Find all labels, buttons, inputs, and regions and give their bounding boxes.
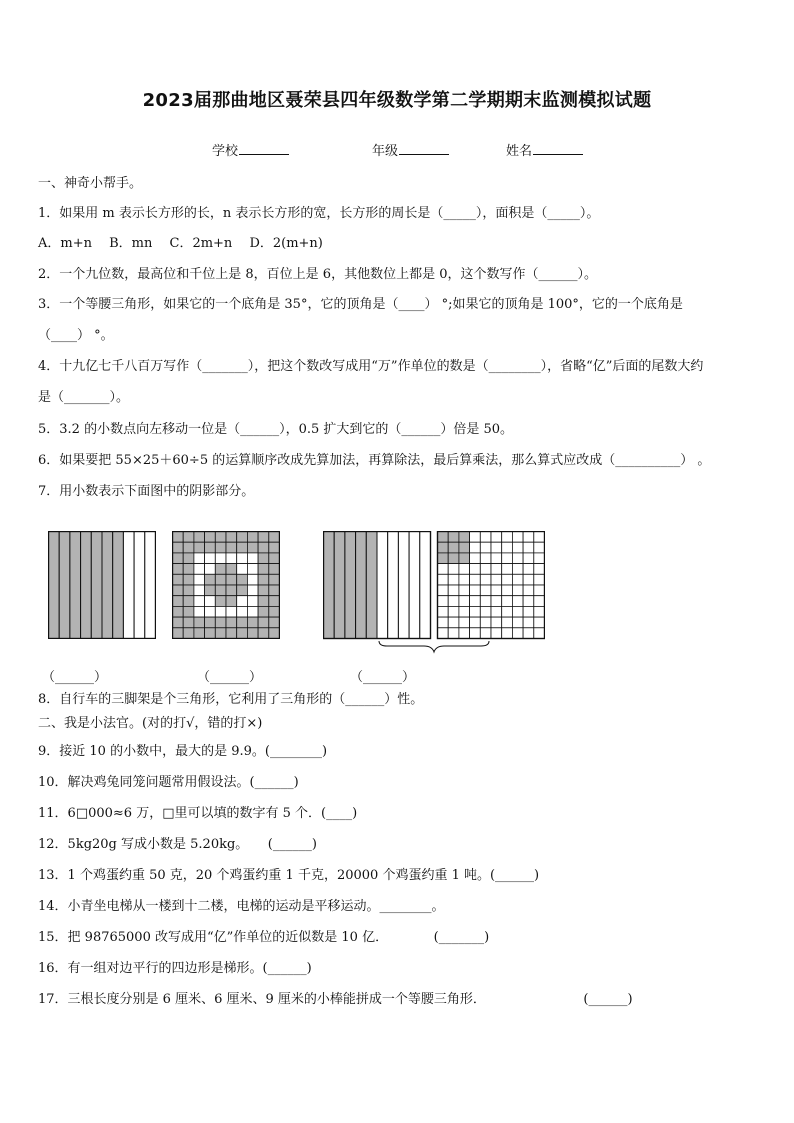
grid-cell xyxy=(258,564,269,575)
grid-cell xyxy=(205,585,216,596)
grid-cell xyxy=(173,542,184,553)
grid-cell xyxy=(183,585,194,596)
grid-cell xyxy=(247,606,258,617)
grid-cell xyxy=(183,617,194,628)
school-field xyxy=(212,140,289,159)
grid-cell xyxy=(459,585,470,596)
grid-cell xyxy=(194,532,205,543)
grid-cell xyxy=(237,542,248,553)
grid-cell xyxy=(226,596,237,607)
grid-cell xyxy=(226,564,237,575)
grid-cell xyxy=(247,617,258,628)
strip xyxy=(59,532,70,639)
grid-cell xyxy=(534,532,545,543)
grid-cell xyxy=(226,628,237,639)
grid-cell xyxy=(215,574,226,585)
grid-cell xyxy=(459,553,470,564)
grid-cell xyxy=(512,617,523,628)
grid-cell xyxy=(237,585,248,596)
grid-cell xyxy=(491,606,502,617)
figure-2-answer[interactable]: （______） xyxy=(197,670,263,685)
grid-cell xyxy=(480,574,491,585)
grid-cell xyxy=(502,564,513,575)
grid-cell xyxy=(459,596,470,607)
grid-cell xyxy=(491,564,502,575)
grid-cell xyxy=(523,628,534,639)
grid-cell xyxy=(502,574,513,585)
grid-cell xyxy=(502,628,513,639)
grid-cell xyxy=(183,628,194,639)
grid-cell xyxy=(258,553,269,564)
line-q15: 15．把 98765000 改写成用“亿”作单位的近似数是 10 亿． (_______) xyxy=(38,930,490,945)
grid-cell xyxy=(237,617,248,628)
figure-strips xyxy=(48,531,156,639)
grid-cell xyxy=(480,585,491,596)
line-q5: 5．3.2 的小数点向左移动一位是（______），0.5 扩大到它的（______）倍是 50。 xyxy=(38,422,514,437)
grid-cell xyxy=(502,542,513,553)
grid-cell xyxy=(247,553,258,564)
grid-cell xyxy=(534,585,545,596)
strip xyxy=(145,532,156,639)
grid-cell xyxy=(205,596,216,607)
strip xyxy=(49,532,60,639)
grid-cell xyxy=(534,606,545,617)
grid-cell xyxy=(470,606,481,617)
grid-cell xyxy=(194,596,205,607)
grid-cell xyxy=(491,553,502,564)
grid-cell xyxy=(448,574,459,585)
grid-cell xyxy=(523,532,534,543)
grid-cell xyxy=(534,628,545,639)
strip xyxy=(366,532,377,639)
grid-cell xyxy=(226,606,237,617)
line-q10: 10．解决鸡兔同笼问题常用假设法。(______) xyxy=(38,775,299,790)
grid-cell xyxy=(512,628,523,639)
grid-cell xyxy=(183,542,194,553)
grid-cell xyxy=(173,553,184,564)
grid-cell xyxy=(480,553,491,564)
grid-cell xyxy=(215,617,226,628)
grid-cell xyxy=(502,606,513,617)
grid-cell xyxy=(194,606,205,617)
line-q13: 13．1 个鸡蛋约重 50 克，20 个鸡蛋约重 1 千克，20000 个鸡蛋约重 1 吨。(______) xyxy=(38,868,540,883)
grid-cell xyxy=(237,628,248,639)
grid-cell xyxy=(173,596,184,607)
line-q1-options: A．m+n B．mn C．2m+n D．2(m+n) xyxy=(38,236,323,251)
grid-cell xyxy=(491,574,502,585)
grid-cell xyxy=(205,606,216,617)
grid-cell xyxy=(226,585,237,596)
grid-cell xyxy=(237,596,248,607)
grid-cell xyxy=(258,606,269,617)
grade-blank xyxy=(399,142,449,155)
name-field xyxy=(506,140,583,159)
grid-cell xyxy=(269,574,280,585)
grid-cell xyxy=(237,553,248,564)
strip xyxy=(377,532,388,639)
grid-cell xyxy=(173,532,184,543)
line-q3-a: 3．一个等腰三角形，如果它的一个底角是 35°，它的顶角是（____） °;如果它的顶角是 100°，它的一个底角是 xyxy=(38,297,683,312)
grid-cell xyxy=(173,585,184,596)
line-q1: 1．如果用 m 表示长方形的长，n 表示长方形的宽，长方形的周长是（_____），面积是（_____）。 xyxy=(38,206,600,221)
grid-cell xyxy=(512,542,523,553)
grid-cell xyxy=(226,574,237,585)
grid-cell xyxy=(226,553,237,564)
line-q4-a: 4．十九亿七千八百万写作（_______），把这个数改写成用“万”作单位的数是（________），省略“亿”后面的尾数大约 xyxy=(38,359,704,374)
grid-cell xyxy=(438,585,449,596)
grid-cell xyxy=(470,628,481,639)
grid-cell xyxy=(523,596,534,607)
grid-cell xyxy=(480,596,491,607)
grid-cell xyxy=(448,596,459,607)
grid-cell xyxy=(194,564,205,575)
grid-cell xyxy=(247,628,258,639)
grid-cell xyxy=(438,542,449,553)
figure-1-answer[interactable]: （______） xyxy=(42,670,108,685)
grid-cell xyxy=(205,532,216,543)
grid-cell xyxy=(226,542,237,553)
grid-cell xyxy=(448,564,459,575)
grid-cell xyxy=(459,628,470,639)
grid-cell xyxy=(448,553,459,564)
line-sec2: 二、我是小法官。(对的打√，错的打×) xyxy=(38,716,263,731)
grid-cell xyxy=(215,542,226,553)
grid-cell xyxy=(247,542,258,553)
grid-cell xyxy=(448,542,459,553)
grid-cell xyxy=(247,585,258,596)
grid-cell xyxy=(258,617,269,628)
grid-cell xyxy=(237,606,248,617)
strip xyxy=(420,532,431,639)
grid-cell xyxy=(523,574,534,585)
grid-cell xyxy=(205,564,216,575)
grid-cell xyxy=(173,628,184,639)
line-q11: 11．6□000≈6 万，□里可以填的数字有 5 个．(____) xyxy=(38,806,358,821)
grid-cell xyxy=(269,596,280,607)
line-sec1: 一、神奇小帮手。 xyxy=(38,176,143,191)
line-q2: 2．一个九位数，最高位和千位上是 8，百位上是 6，其他数位上都是 0，这个数写作（______）。 xyxy=(38,267,597,282)
grid-cell xyxy=(183,596,194,607)
grid-cell xyxy=(269,564,280,575)
grid-cell xyxy=(448,628,459,639)
grid-cell xyxy=(173,617,184,628)
grid-cell xyxy=(237,532,248,543)
grid-cell xyxy=(183,532,194,543)
grid-cell xyxy=(491,617,502,628)
grid-cell xyxy=(438,628,449,639)
grid-cell xyxy=(173,564,184,575)
grid-cell xyxy=(215,532,226,543)
grid-cell xyxy=(480,617,491,628)
line-q7: 7．用小数表示下面图中的阴影部分。 xyxy=(38,484,255,499)
grid-cell xyxy=(438,574,449,585)
grid-cell xyxy=(205,542,216,553)
grid-cell xyxy=(512,564,523,575)
grid-cell xyxy=(215,628,226,639)
grid-cell xyxy=(523,564,534,575)
grid-cell xyxy=(194,574,205,585)
line-q14: 14．小青坐电梯从一楼到十二楼，电梯的运动是平移运动。________。 xyxy=(38,899,445,914)
grid-cell xyxy=(438,564,449,575)
grid-cell xyxy=(512,553,523,564)
figure-grid xyxy=(172,531,280,639)
strip xyxy=(334,532,345,639)
grid-cell xyxy=(247,564,258,575)
grid-cell xyxy=(512,585,523,596)
grid-cell xyxy=(438,596,449,607)
strip xyxy=(102,532,113,639)
grid-cell xyxy=(247,596,258,607)
grid-cell xyxy=(534,617,545,628)
grid-cell xyxy=(470,564,481,575)
strip xyxy=(388,532,399,639)
grid-cell xyxy=(237,564,248,575)
grid-cell xyxy=(205,628,216,639)
grid-cell xyxy=(512,606,523,617)
grid-cell xyxy=(470,532,481,543)
grid-cell xyxy=(215,553,226,564)
grid-cell xyxy=(269,606,280,617)
grid-cell xyxy=(491,596,502,607)
grid-cell xyxy=(183,606,194,617)
figure-3-answer[interactable]: （______） xyxy=(350,670,416,685)
grid-cell xyxy=(480,606,491,617)
grid-cell xyxy=(448,585,459,596)
strip xyxy=(81,532,92,639)
grid-cell xyxy=(438,532,449,543)
grid-cell xyxy=(269,532,280,543)
grid-cell xyxy=(502,596,513,607)
grid-cell xyxy=(470,585,481,596)
grid-cell xyxy=(523,585,534,596)
grid-cell xyxy=(502,532,513,543)
grid-cell xyxy=(215,585,226,596)
grid-cell xyxy=(269,553,280,564)
grid-cell xyxy=(258,585,269,596)
grid-cell xyxy=(438,606,449,617)
grid-cell xyxy=(269,585,280,596)
grid-cell xyxy=(470,542,481,553)
grid-cell xyxy=(438,617,449,628)
grid-cell xyxy=(534,574,545,585)
grid-cell xyxy=(194,553,205,564)
grid-cell xyxy=(470,596,481,607)
grid-cell xyxy=(183,553,194,564)
grid-cell xyxy=(459,606,470,617)
grid-cell xyxy=(215,606,226,617)
line-q16: 16．有一组对边平行的四边形是梯形。(______) xyxy=(38,961,312,976)
grid-cell xyxy=(491,532,502,543)
line-q3-b: （____） °。 xyxy=(38,328,114,343)
grid-cell xyxy=(534,596,545,607)
grid-cell xyxy=(491,585,502,596)
grid-cell xyxy=(502,585,513,596)
grid-cell xyxy=(258,628,269,639)
figure-mixed xyxy=(323,531,545,655)
grid-cell xyxy=(269,542,280,553)
line-q4-b: 是（_______）。 xyxy=(38,390,130,405)
grid-cell xyxy=(459,617,470,628)
grid-cell xyxy=(258,596,269,607)
grid-cell xyxy=(459,542,470,553)
grid-cell xyxy=(523,617,534,628)
grid-cell xyxy=(215,564,226,575)
grid-cell xyxy=(438,553,449,564)
strip xyxy=(398,532,409,639)
grid-cell xyxy=(258,532,269,543)
grid-cell xyxy=(205,574,216,585)
school-blank xyxy=(239,142,289,155)
grid-cell xyxy=(194,617,205,628)
grid-cell xyxy=(247,532,258,543)
grid-cell xyxy=(173,574,184,585)
grid-cell xyxy=(491,628,502,639)
grid-cell xyxy=(226,617,237,628)
page-title: 2023届那曲地区聂荣县四年级数学第二学期期末监测模拟试题 xyxy=(142,90,652,111)
line-q6: 6．如果要把 55×25＋60÷5 的运算顺序改成先算加法，再算除法，最后算乘法，那么算式应改成（__________） 。 xyxy=(38,453,711,468)
grid-cell xyxy=(448,617,459,628)
grid-cell xyxy=(194,585,205,596)
grid-cell xyxy=(491,542,502,553)
brace xyxy=(379,641,489,652)
grid-cell xyxy=(173,606,184,617)
grid-cell xyxy=(205,553,216,564)
grid-cell xyxy=(183,564,194,575)
line-q17: 17．三根长度分别是 6 厘米、6 厘米、9 厘米的小棒能拼成一个等腰三角形． (______) xyxy=(38,992,633,1007)
grid-cell xyxy=(237,574,248,585)
grid-cell xyxy=(480,564,491,575)
school-label: 学校 xyxy=(212,144,239,159)
grid-cell xyxy=(215,596,226,607)
grid-cell xyxy=(459,532,470,543)
grid-cell xyxy=(470,553,481,564)
strip xyxy=(409,532,420,639)
grid-cell xyxy=(459,564,470,575)
strip xyxy=(345,532,356,639)
name-label: 姓名 xyxy=(506,144,533,159)
grid-cell xyxy=(247,574,258,585)
grid-cell xyxy=(512,574,523,585)
grid-cell xyxy=(269,617,280,628)
strip xyxy=(113,532,124,639)
line-q9: 9．接近 10 的小数中，最大的是 9.9。(________) xyxy=(38,744,328,759)
strip xyxy=(356,532,367,639)
strip xyxy=(134,532,145,639)
grid-cell xyxy=(269,628,280,639)
grid-cell xyxy=(523,606,534,617)
grid-cell xyxy=(183,574,194,585)
strip xyxy=(324,532,335,639)
grid-cell xyxy=(226,532,237,543)
line-q8: 8．自行车的三脚架是个三角形，它利用了三角形的（______）性。 xyxy=(38,692,424,707)
grid-cell xyxy=(470,574,481,585)
grid-cell xyxy=(523,542,534,553)
grid-cell xyxy=(502,617,513,628)
grid-cell xyxy=(480,542,491,553)
grade-label: 年级 xyxy=(372,144,399,159)
grid-cell xyxy=(258,542,269,553)
grid-cell xyxy=(470,617,481,628)
strip xyxy=(123,532,134,639)
grade-field xyxy=(372,140,449,159)
grid-cell xyxy=(205,617,216,628)
grid-cell xyxy=(534,542,545,553)
grid-cell xyxy=(459,574,470,585)
grid-cell xyxy=(502,553,513,564)
name-blank xyxy=(533,142,583,155)
grid-cell xyxy=(512,596,523,607)
grid-cell xyxy=(534,553,545,564)
grid-cell xyxy=(534,564,545,575)
grid-cell xyxy=(258,574,269,585)
grid-cell xyxy=(480,628,491,639)
grid-cell xyxy=(194,542,205,553)
grid-cell xyxy=(448,606,459,617)
line-q12: 12．5kg20g 写成小数是 5.20kg。 (______) xyxy=(38,837,317,852)
grid-cell xyxy=(194,628,205,639)
strip xyxy=(70,532,81,639)
grid-cell xyxy=(523,553,534,564)
grid-cell xyxy=(480,532,491,543)
strip xyxy=(91,532,102,639)
grid-cell xyxy=(512,532,523,543)
grid-cell xyxy=(448,532,459,543)
